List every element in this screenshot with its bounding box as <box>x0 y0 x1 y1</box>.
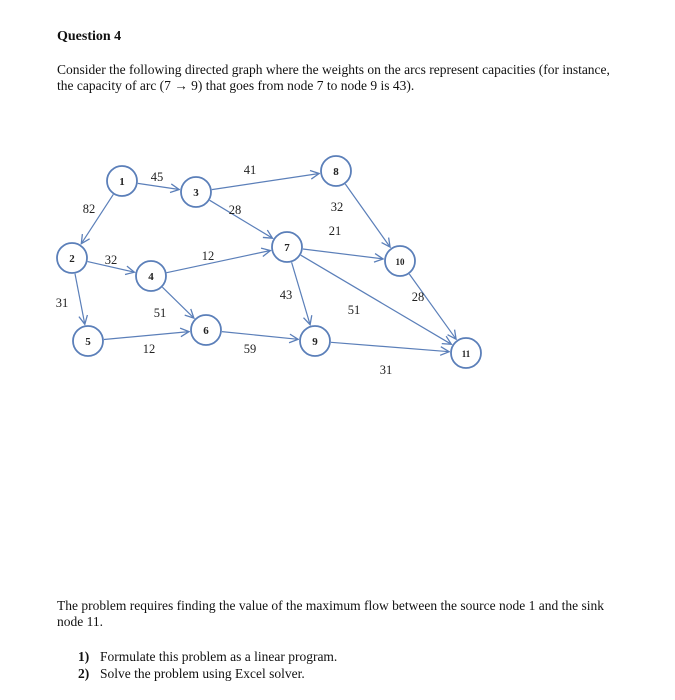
node-label-9: 9 <box>312 336 318 348</box>
arc-7-9 <box>292 262 311 324</box>
arc-9-11 <box>331 342 449 351</box>
arc-1-3 <box>138 183 179 189</box>
capacity-label-3-7: 28 <box>228 203 242 217</box>
capacity-label-8-10: 32 <box>330 200 344 214</box>
capacity-label-2-4: 32 <box>104 253 118 267</box>
task-number: 1) <box>78 649 90 664</box>
question-intro: Consider the following directed graph where the weights on the arcs represent capacities (for instance, the capacity of arc (7 → 9) that goes from node 7 to node 9 is 43). <box>57 62 610 93</box>
capacity-label-10-11: 28 <box>411 290 425 304</box>
arc-8-10 <box>345 184 390 247</box>
arc-4-7 <box>167 251 271 273</box>
task-text: Formulate this problem as a linear program. <box>100 649 338 664</box>
capacity-label-9-11: 31 <box>379 363 393 377</box>
problem-statement: The problem requires finding the value of the maximum flow between the source node 1 and the sink node 11. <box>57 598 604 629</box>
arc-7-10 <box>303 249 383 259</box>
node-label-3: 3 <box>193 187 199 199</box>
task-list <box>78 648 337 682</box>
capacity-label-1-3: 45 <box>150 170 164 184</box>
capacity-label-7-11: 51 <box>347 303 361 317</box>
node-label-1: 1 <box>119 176 125 188</box>
node-label-10: 10 <box>395 257 405 267</box>
node-label-5: 5 <box>85 336 91 348</box>
node-label-4: 4 <box>148 271 154 283</box>
arc-3-8 <box>212 174 319 190</box>
node-label-6: 6 <box>203 325 209 337</box>
arc-6-9 <box>222 332 298 340</box>
capacity-label-5-6: 12 <box>142 342 156 356</box>
capacity-label-7-10: 21 <box>328 224 342 238</box>
capacity-label-6-9: 59 <box>243 342 257 356</box>
task-number: 2) <box>78 666 90 681</box>
task-item <box>78 648 337 665</box>
task-item <box>78 665 337 682</box>
capacity-label-4-7: 12 <box>201 249 215 263</box>
capacity-label-3-8: 41 <box>243 163 257 177</box>
arc-4-6 <box>162 287 194 318</box>
task-text: Solve the problem using Excel solver. <box>100 666 305 681</box>
node-label-7: 7 <box>284 242 290 254</box>
capacity-label-2-5: 31 <box>55 296 69 310</box>
question-title: Question 4 <box>57 29 122 44</box>
arc-10-11 <box>409 274 456 339</box>
node-label-2: 2 <box>69 253 75 265</box>
capacity-label-7-9: 43 <box>279 288 293 302</box>
node-label-11: 11 <box>461 349 471 359</box>
arc-5-6 <box>104 332 189 340</box>
capacity-label-4-6: 51 <box>153 306 167 320</box>
arc-2-5 <box>75 274 85 325</box>
capacity-label-1-2: 82 <box>82 202 96 216</box>
node-label-8: 8 <box>333 166 339 178</box>
